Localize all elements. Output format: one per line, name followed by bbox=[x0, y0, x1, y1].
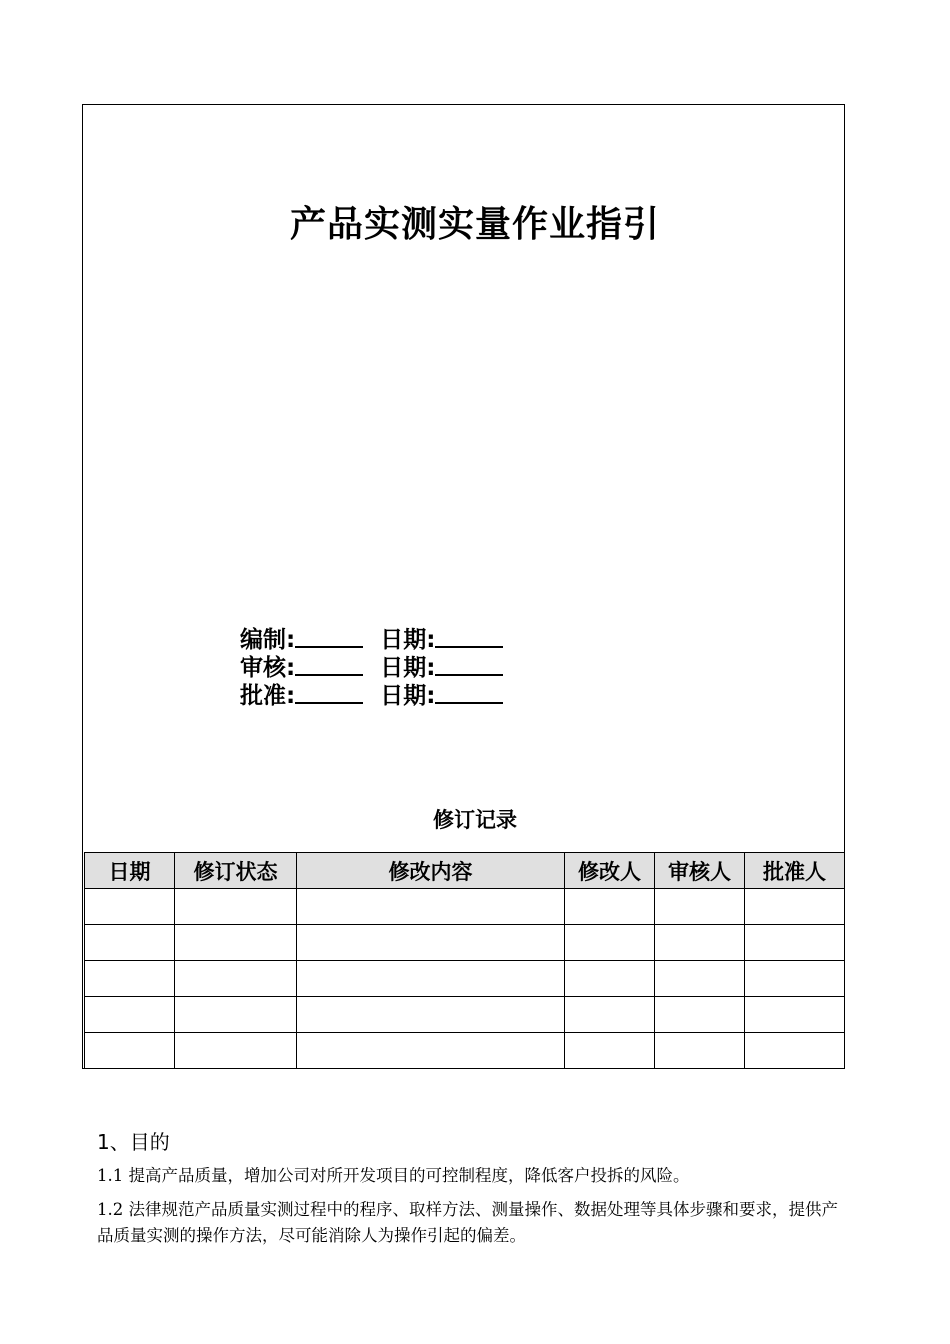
section-heading: 1、目的 bbox=[97, 1130, 170, 1154]
table-cell[interactable] bbox=[655, 997, 745, 1033]
signoff-row-prepared bbox=[240, 626, 520, 654]
col-status: 修订状态 bbox=[175, 853, 297, 889]
table-cell[interactable] bbox=[565, 889, 655, 925]
approved-date-label: 日期: bbox=[380, 683, 436, 709]
signoff-row-reviewed bbox=[240, 654, 520, 682]
signoff-row-approved bbox=[240, 682, 520, 710]
table-cell[interactable] bbox=[565, 1033, 655, 1069]
col-approver: 批准人 bbox=[745, 853, 845, 889]
table-cell[interactable] bbox=[175, 889, 297, 925]
table-cell[interactable] bbox=[85, 1033, 175, 1069]
reviewed-blank bbox=[295, 654, 363, 676]
prepared-label: 编制: bbox=[240, 627, 296, 653]
table-cell[interactable] bbox=[565, 925, 655, 961]
prepared-date-label: 日期: bbox=[380, 627, 436, 653]
table-row bbox=[85, 925, 845, 961]
table-cell[interactable] bbox=[175, 997, 297, 1033]
table-cell[interactable] bbox=[297, 961, 565, 997]
paragraph-1-2: 1.2 法律规范产品质量实测过程中的程序、取样方法、测量操作、数据处理等具体步骤和要求，提供产品质量实测的操作方法，尽可能消除人为操作引起的偏差。 bbox=[97, 1200, 838, 1245]
table-cell[interactable] bbox=[565, 997, 655, 1033]
table-cell[interactable] bbox=[655, 961, 745, 997]
table-cell[interactable] bbox=[565, 961, 655, 997]
table-cell[interactable] bbox=[175, 961, 297, 997]
col-modifier: 修改人 bbox=[565, 853, 655, 889]
prepared-date-blank bbox=[435, 626, 503, 648]
table-cell[interactable] bbox=[85, 925, 175, 961]
table-row bbox=[85, 997, 845, 1033]
document-title: 产品实测实量作业指引 bbox=[289, 203, 660, 245]
table-cell[interactable] bbox=[655, 1033, 745, 1069]
table-row bbox=[85, 961, 845, 997]
approved-blank bbox=[295, 682, 363, 704]
table-cell[interactable] bbox=[297, 925, 565, 961]
approved-date-blank bbox=[435, 682, 503, 704]
table-cell[interactable] bbox=[297, 997, 565, 1033]
table-cell[interactable] bbox=[175, 925, 297, 961]
table-row bbox=[85, 1033, 845, 1069]
section-purpose bbox=[97, 1126, 842, 1257]
table-cell[interactable] bbox=[745, 889, 845, 925]
table-cell[interactable] bbox=[85, 961, 175, 997]
reviewed-date-label: 日期: bbox=[380, 655, 436, 681]
reviewed-label: 审核: bbox=[240, 655, 296, 681]
approved-label: 批准: bbox=[240, 683, 296, 709]
table-row bbox=[85, 889, 845, 925]
paragraph-1-1: 1.1 提高产品质量，增加公司对所开发项目的可控制程度，降低客户投拆的风险。 bbox=[97, 1166, 690, 1185]
signoff-block bbox=[240, 626, 520, 710]
table-cell[interactable] bbox=[745, 1033, 845, 1069]
col-content: 修改内容 bbox=[297, 853, 565, 889]
table-cell[interactable] bbox=[85, 997, 175, 1033]
revision-table bbox=[84, 852, 845, 1069]
table-cell[interactable] bbox=[655, 925, 745, 961]
table-cell[interactable] bbox=[655, 889, 745, 925]
col-reviewer: 审核人 bbox=[655, 853, 745, 889]
prepared-blank bbox=[295, 626, 363, 648]
col-date: 日期 bbox=[85, 853, 175, 889]
revision-heading: 修订记录 bbox=[433, 808, 517, 832]
table-cell[interactable] bbox=[745, 997, 845, 1033]
table-cell[interactable] bbox=[745, 925, 845, 961]
table-cell[interactable] bbox=[297, 1033, 565, 1069]
table-cell[interactable] bbox=[297, 889, 565, 925]
table-cell[interactable] bbox=[745, 961, 845, 997]
revision-header-row bbox=[85, 853, 845, 889]
table-cell[interactable] bbox=[175, 1033, 297, 1069]
reviewed-date-blank bbox=[435, 654, 503, 676]
table-cell[interactable] bbox=[85, 889, 175, 925]
